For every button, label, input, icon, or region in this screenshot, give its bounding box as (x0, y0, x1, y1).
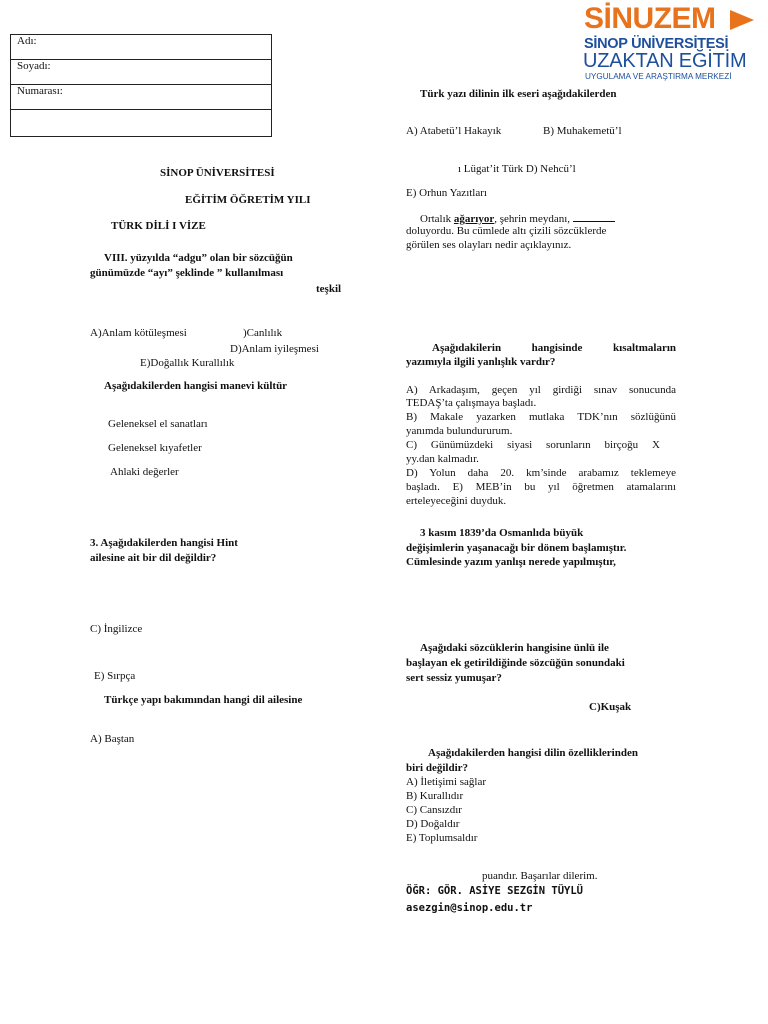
logo-university: SİNOP ÜNİVERSİTESİ (584, 36, 729, 52)
q9-line3: sert sessiz yumuşar? (406, 672, 502, 684)
teacher-name: ÖĞR: GÖR. ASİYE SEZGİN TÜYLÜ (406, 885, 584, 897)
q7-c-line2: yy.dan kalmadır. (406, 453, 479, 465)
q3-line2: ailesine ait bir dil değildir? (90, 552, 217, 564)
q7-d-line3: erteleyeceğini duyduk. (406, 495, 507, 507)
q1-option-e: E)Doğallık Kurallılık (140, 357, 235, 369)
closing-note: puandır. Başarılar dilerim. (482, 870, 598, 882)
q10-option-d: D) Doğaldır (406, 818, 460, 830)
q6-text-post: , şehrin meydanı, (494, 213, 573, 225)
number-field[interactable]: Numarası: (11, 85, 272, 110)
q9-line1: Aşağıdaki sözcüklerin hangisine ünlü ile (420, 642, 609, 654)
q3-option-e: E) Sırpça (94, 670, 136, 682)
q7-c-line1: C) Günümüzdeki siyasi sorunların birçoğu X (406, 439, 660, 451)
q4-option-a: A) Baştan (90, 733, 135, 745)
q7-a-line1: A) Arkadaşım, geçen yıl girdiği sınav sonucunda (406, 384, 676, 396)
q1-line2: günümüzde “ayı” şeklinde ” kullanılması (90, 267, 284, 279)
q3-line1: 3. Aşağıdakilerden hangisi Hint (90, 537, 238, 549)
q2-item1: Geleneksel el sanatları (108, 418, 208, 430)
q8-line1: 3 kasım 1839’da Osmanlıda büyük (420, 527, 584, 539)
q5-prompt: Türk yazı dilinin ilk eseri aşağıdakilerden (420, 88, 617, 100)
play-arrow-icon (730, 10, 754, 30)
q8-line2: değişimlerin yaşanacağı bir dönem başlamıştır. (406, 542, 627, 554)
sinuzem-logo (580, 4, 760, 88)
q1-option-d: D)Anlam iyileşmesi (230, 343, 319, 355)
q5-option-cd: ı Lügat’it Türk D) Nehcü’l (458, 163, 576, 175)
q1-option-a: A)Anlam kötüleşmesi (90, 327, 187, 339)
q7-b-line2: yanımda bulundururum. (406, 425, 513, 437)
q6-text-pre: Ortalık (420, 213, 454, 225)
q2-item2: Geleneksel kıyafetler (108, 442, 202, 454)
q7-line1: Aşağıdakilerin hangisinde kısaltmaların (432, 342, 676, 354)
logo-center: UYGULAMA VE ARAŞTIRMA MERKEZİ (585, 72, 732, 81)
extra-field[interactable] (11, 110, 272, 137)
q7-d-line1: D) Yolun daha 20. km’sinde arabamız teklemeye (406, 467, 676, 479)
q4-prompt: Türkçe yapı bakımından hangi dil ailesine (104, 694, 303, 706)
q7-a-line2: TEDAŞ’ta çalışmaya başladı. (406, 397, 537, 409)
university-title: SİNOP ÜNİVERSİTESİ (160, 167, 275, 179)
q9-line2: başlayan ek getirildiğinde sözcüğün sonundaki (406, 657, 625, 669)
q5-option-a: A) Atabetü’l Hakayık (406, 125, 502, 137)
q6-underlined-word: ağarıyor (453, 213, 495, 225)
q10-line2: biri değildir? (406, 762, 469, 774)
q2-prompt: Aşağıdakilerden hangisi manevi kültür (104, 380, 288, 392)
q9-option-c: C)Kuşak (589, 701, 632, 713)
q6-line3: görülen ses olayları nedir açıklayınız. (406, 239, 572, 251)
surname-field[interactable]: Soyadı: (11, 60, 272, 85)
name-field[interactable]: Adı: (11, 35, 272, 60)
q1-option-c: )Canlılık (243, 327, 283, 339)
logo-brand: SİNUZEM (584, 2, 716, 35)
exam-title: TÜRK DİLİ I VİZE (111, 220, 206, 232)
q10-option-a: A) İletişimi sağlar (406, 776, 487, 788)
q10-line1: Aşağıdakilerden hangisi dilin özelliklerinden (428, 747, 638, 759)
logo-distance-education: UZAKTAN EĞİTİM (583, 50, 747, 72)
q7-d-line2: başladı. E) MEB’in bu yıl öğretmen atamalarını (406, 481, 676, 493)
q10-option-e: E) Toplumsaldır (406, 832, 478, 844)
q2-item3: Ahlaki değerler (110, 466, 179, 478)
student-info-table (10, 34, 272, 137)
q8-line3: Cümlesinde yazım yanlışı nerede yapılmıştır, (406, 556, 616, 568)
q6-line1 (420, 211, 615, 225)
q5-option-e: E) Orhun Yazıtları (406, 187, 487, 199)
q6-line2: doluyordu. Bu cümlede altı çizili sözcüklerde (406, 225, 607, 237)
q10-option-b: B) Kurallıdır (406, 790, 464, 802)
teacher-email[interactable]: asezgin@sinop.edu.tr (406, 902, 533, 914)
q1-line3: teşkil (316, 283, 342, 295)
q7-b-line1: B) Makale yazarken mutlaka TDK’nın sözlüğünü (406, 411, 676, 423)
q3-option-c: C) İngilizce (90, 623, 143, 635)
q1-line1: VIII. yüzyılda “adgu” olan bir sözcüğün (104, 252, 293, 264)
q7-line2: yazımıyla ilgili yanlışlık vardır? (406, 356, 556, 368)
q6-blank-line (573, 211, 615, 222)
q10-option-c: C) Cansızdır (406, 804, 462, 816)
academic-year: EĞİTİM ÖĞRETİM YILI (185, 194, 311, 206)
q5-option-b: B) Muhakemetü’l (543, 125, 622, 137)
